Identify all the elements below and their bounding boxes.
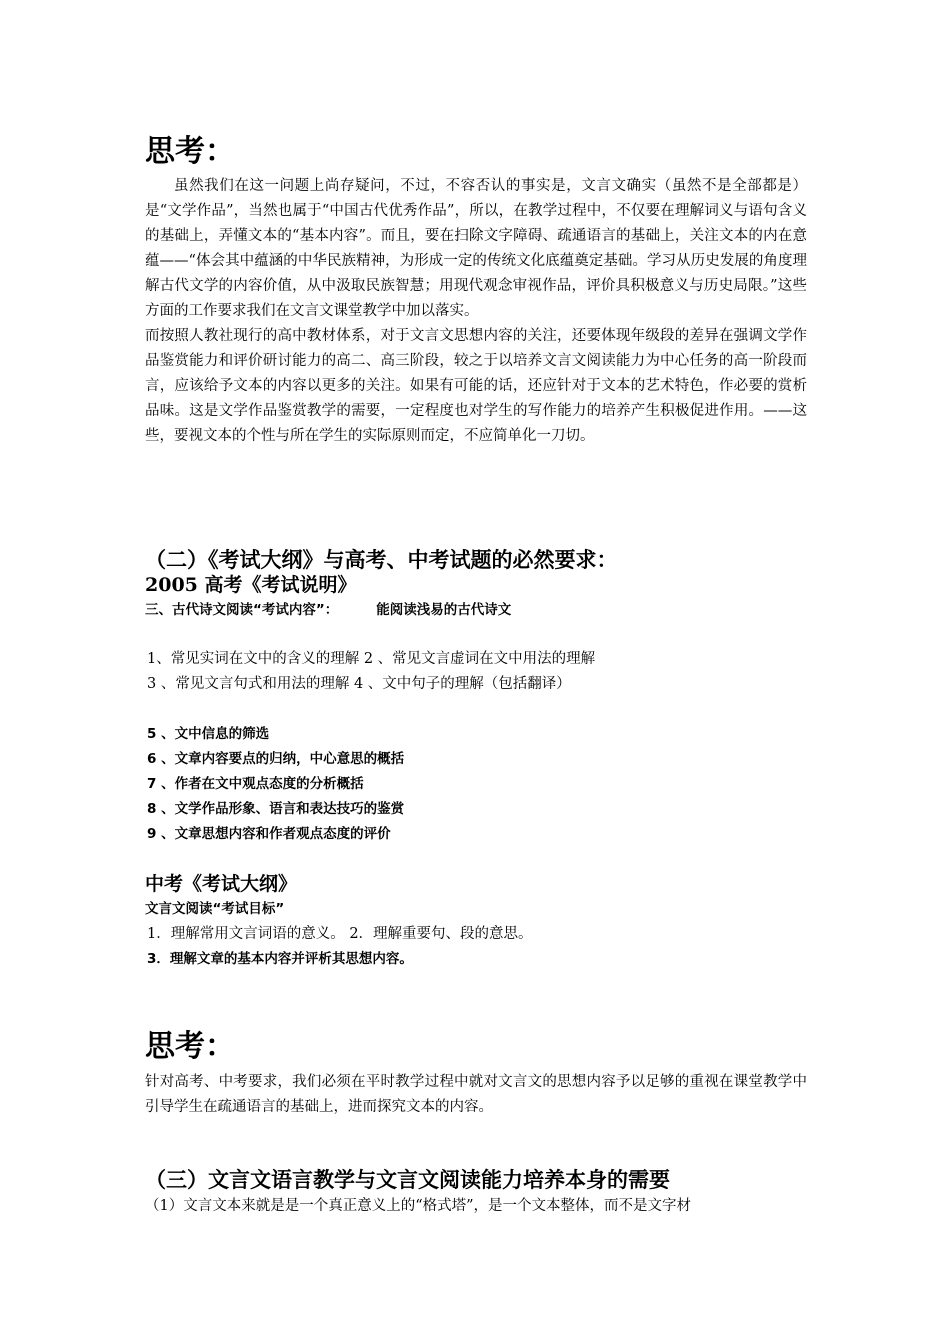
gaokao-item-3-value: 能阅读浅易的古代诗文 [376, 602, 512, 618]
section-reflection-2 [145, 1027, 807, 1067]
reflection-paragraph-3: 针对高考、中考要求，我们必须在平时教学过程中就对文言文的思想内容予以足够的重视在课堂教学中引导学生在疏通语言的基础上，进而探究文本的内容。 [145, 1074, 807, 1115]
section-language-teaching [145, 1166, 807, 1194]
language-teaching-paragraph: （1）文言文本来就是是一个真正意义上的“格式塔”，是一个文本整体，而不是文字材 [145, 1198, 692, 1214]
gaokao-bold-item-8: 8 、文学作品形象、语言和表达技巧的鉴赏 [147, 801, 405, 817]
reflection-paragraph-1: 虽然我们在这一问题上尚存疑问，不过，不容否认的事实是，文言文确实（虽然不是全部都是）是“文学作品”，当然也属于“中国古代优秀作品”，所以，在教学过程中，不仅要在理解词义与语句含义的基础上，弄懂文本的“基本内容”。而且，要在扫除文字障碍、疏通语言的基础上，关注文本的内在意蕴——“体会其中蕴涵的中华民族精神，为形成一定的传统文化底蕴奠定基础。学习从历史发展的角度理解古代文学的内容价值，从中汲取民族智慧；用现代观念审视作品，评价具积极意义与历史局限。”这些方面的工作要求我们在文言文课堂教学中加以落实。 [145, 178, 807, 319]
zhongkao-line-1-2: 1．理解常用文言词语的意义。 2．理解重要句、段的意思。 [147, 926, 533, 942]
zhongkao-subheading: 中考《考试大纲》 [145, 873, 298, 895]
section-exam-outline [145, 546, 807, 574]
reflection-heading-2: 思考： [145, 1029, 235, 1064]
gaokao-line-1-2: 1、常见实词在文中的含义的理解 2 、常见文言虚词在文中用法的理解 [147, 651, 596, 667]
gaokao-bold-item-9: 9 、文章思想内容和作者观点态度的评价 [147, 826, 391, 842]
gaokao-line-3-4: 3 、常见文言句式和用法的理解 4 、文中句子的理解（包括翻译） [147, 676, 571, 692]
gaokao-block [145, 572, 807, 623]
gaokao-bold-item-6: 6 、文章内容要点的归纳，中心意思的概括 [147, 751, 405, 767]
gaokao-item-3 [145, 598, 807, 623]
gaokao-item-3-label: 三、古代诗文阅读“考试内容”： [145, 602, 339, 618]
language-teaching-body [145, 1194, 807, 1219]
zhongkao-block [145, 871, 807, 972]
reflection-paragraph-2: 而按照人教社现行的高中教材体系，对于文言文思想内容的关注，还要体现年级段的差异在强调文学作品鉴赏能力和评价研讨能力的高二、高三阶段，较之于以培养文言文阅读能力为中心任务的高一阶段而言，应该给予文本的内容以更多的关注。如果有可能的话，还应针对于文本的艺术特色，作必要的赏析品味。这是文学作品鉴赏教学的需要，一定程度也对学生的写作能力的培养产生积极促进作用。——这些，要视文本的个性与所在学生的实际原则而定，不应简单化一刀切。 [145, 328, 807, 444]
language-teaching-heading: （三）文言文语言教学与文言文阅读能力培养本身的需要 [145, 1168, 670, 1192]
gaokao-bold-items [145, 722, 807, 847]
section-reflection-1 [145, 132, 807, 172]
reflection-body-1 [145, 174, 807, 449]
reflection-heading-1: 思考： [145, 134, 235, 169]
reflection-body-2 [145, 1070, 807, 1120]
gaokao-bold-item-5: 5 、文中信息的筛选 [147, 726, 270, 742]
gaokao-normal-items [145, 647, 807, 697]
gaokao-subheading: 2005 高考《考试说明》 [145, 574, 357, 596]
exam-outline-heading: （二）《考试大纲》与高考、中考试题的必然要求： [145, 548, 618, 572]
zhongkao-label: 文言文阅读“考试目标” [145, 901, 285, 917]
gaokao-bold-item-7: 7 、作者在文中观点态度的分析概括 [147, 776, 364, 792]
zhongkao-line-3: 3．理解文章的基本内容并评析其思想内容。 [147, 951, 413, 967]
